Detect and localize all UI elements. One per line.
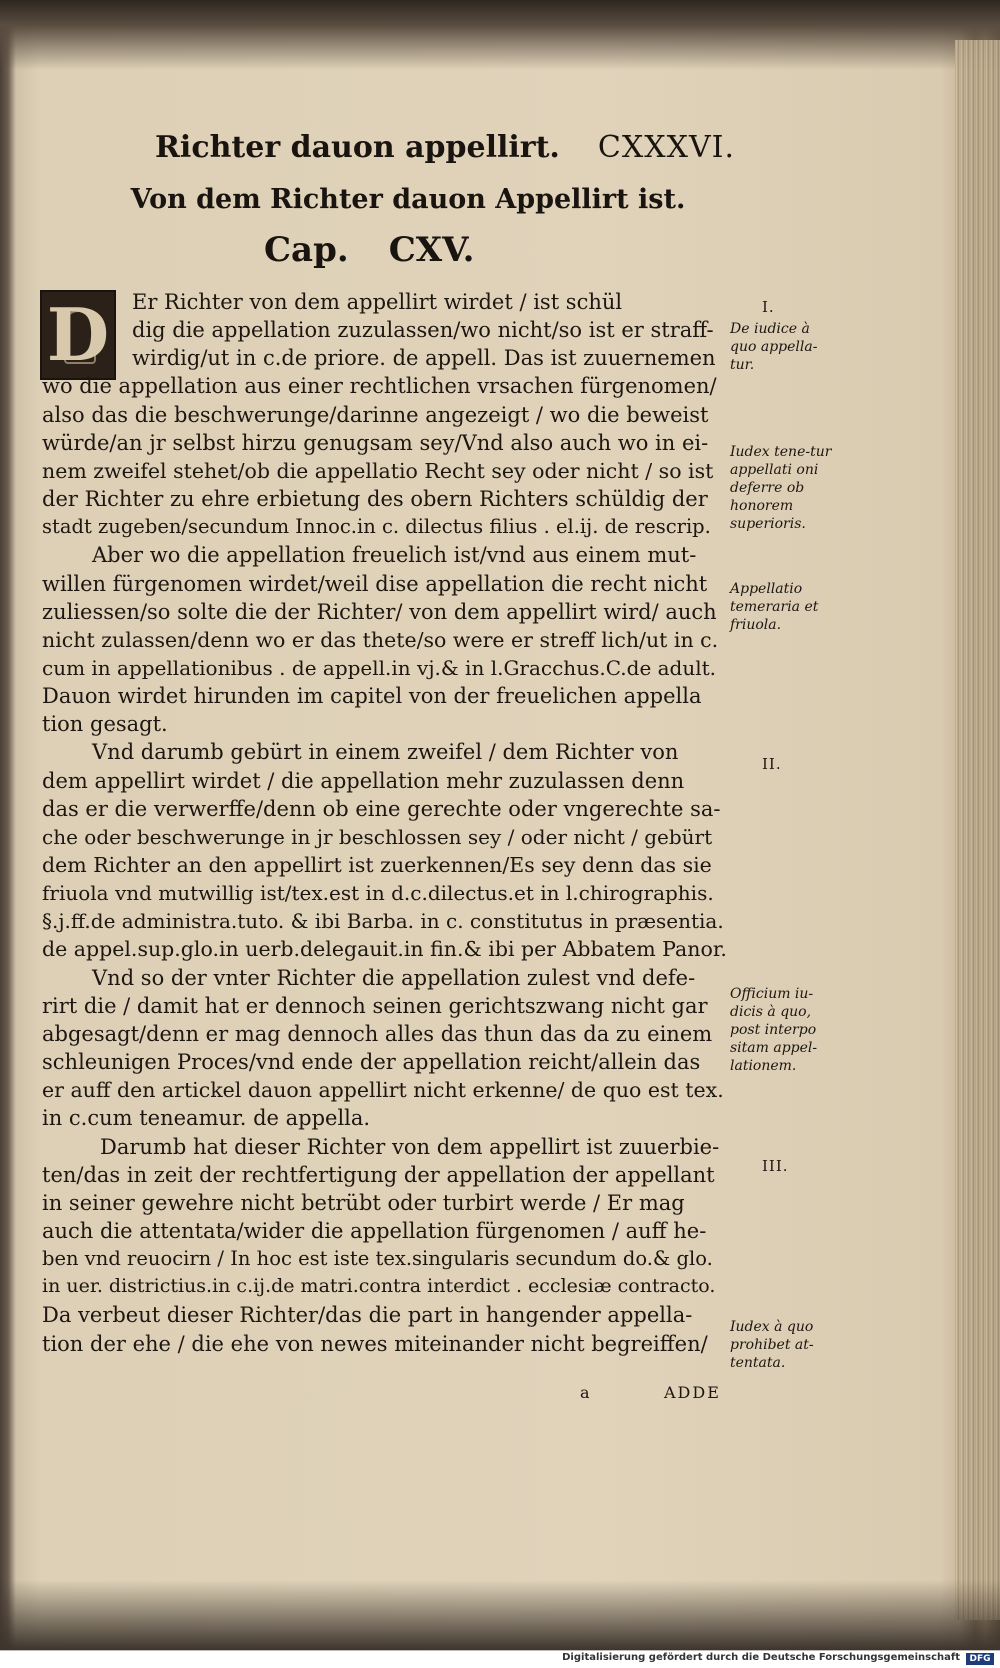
text-line: würde/an jr selbst hirzu genugsam sey/Vnd also auch wo in ei- — [42, 430, 709, 455]
text-line: stadt zugeben/secundum Innoc.in c. dilectus filius . el.ij. de rescrip. — [42, 515, 711, 539]
chapter-title: Von dem Richter dauon Appellirt ist. — [130, 184, 686, 215]
page-edges — [955, 40, 1000, 1620]
binding-shadow-top — [0, 0, 1000, 70]
margin-number: II. — [762, 755, 782, 773]
text-line: abgesagt/denn er mag dennoch alles das thun das da zu einem — [42, 1021, 713, 1046]
margin-note: Appellatio temeraria et friuola. — [730, 581, 819, 633]
text-line: zuliessen/so solte die der Richter/ von dem appellirt wird/ auch — [42, 599, 717, 624]
text-line: willen fürgenomen wirdet/weil dise appellation die recht nicht — [42, 571, 708, 596]
text-line: in seiner gewehre nicht betrübt oder turbirt werde / Er mag — [42, 1190, 685, 1215]
margin-number: III. — [762, 1157, 789, 1175]
text-line: Dauon wirdet hirunden im capitel von der freuelichen appella — [42, 684, 702, 709]
text-line: dem appellirt wirdet / die appellation mehr zuzulassen denn — [42, 768, 685, 793]
text-line: tion der ehe / die ehe von newes miteinander nicht begreiffen/ — [42, 1331, 708, 1356]
footer-credit: Digitalisierung gefördert durch die Deutsche Forschungsgemeinschaft — [562, 1652, 960, 1663]
dfg-logo: DFG — [966, 1653, 994, 1665]
margin-number: I. — [762, 298, 775, 316]
initial-letter: D — [46, 292, 110, 377]
text-line: Vnd darumb gebürt in einem zweifel / dem Richter von — [92, 740, 679, 765]
text-line: Darumb hat dieser Richter von dem appellirt ist zuuerbie- — [100, 1134, 720, 1159]
text-line: auch die attentata/wider die appellation fürgenomen / auff he- — [42, 1218, 707, 1243]
text-line: ben vnd reuocirn / In hoc est iste tex.singularis secundum do.& glo. — [42, 1247, 713, 1271]
text-line: also das die beschwerunge/darinne angezeigt / wo die beweist — [42, 402, 709, 427]
text-line: friuola vnd mutwillig ist/tex.est in d.c.dilectus.et in l.chirographis. — [42, 881, 714, 906]
decorated-initial — [40, 290, 116, 380]
margin-note: Iudex à quo prohibet at-tentata. — [730, 1319, 814, 1371]
text-line: Aber wo die appellation freuelich ist/vnd aus einem mut- — [92, 543, 697, 568]
running-header — [155, 130, 735, 176]
text-line: wirdig/ut in c.de priore. de appell. Das ist zuuernemen — [132, 346, 716, 371]
text-line: er auff den artickel dauon appellirt nicht erkenne/ de quo est tex. — [42, 1078, 724, 1103]
cap-number: CXV. — [388, 230, 475, 270]
text-line: nicht zulassen/denn wo er das thete/so were er streff lich/ut in c. — [42, 627, 719, 652]
text-line: §.j.ff.de administra.tuto. & ibi Barba. in c. constitutus in præsentia. — [42, 909, 724, 934]
cap-label: Cap. — [264, 230, 349, 270]
text-line: rirt die / damit hat er dennoch seinen gerichtszwang nicht gar — [42, 993, 708, 1018]
text-line: in c.cum teneamur. de appella. — [42, 1106, 371, 1131]
text-line: tion gesagt. — [42, 712, 168, 737]
text-line: dem Richter an den appellirt ist zuerkennen/Es sey denn das sie — [42, 853, 712, 877]
text-line: dig die appellation zuzulassen/wo nicht/so ist er straff- — [132, 318, 714, 343]
chapter-number-line — [264, 230, 564, 270]
binding-shadow-bottom — [0, 1580, 1000, 1650]
margin-note: De iudice à quo appella-tur. — [730, 321, 818, 373]
text-line: Vnd so der vnter Richter die appellation zulest vnd defe- — [92, 965, 696, 990]
footer-bar — [0, 1650, 1000, 1668]
margin-note: Iudex tene-tur appellati oni deferre ob honorem superioris. — [730, 444, 832, 532]
text-line: de appel.sup.glo.in uerb.delegauit.in fin.& ibi per Abbatem Panor. — [42, 937, 727, 962]
text-line: Da verbeut dieser Richter/das die part in hangender appella- — [42, 1303, 693, 1328]
text-line: das er die verwerffe/denn ob eine gerechte oder vngerechte sa- — [42, 796, 721, 821]
text-line: der Richter zu ehre erbietung des obern Richters schüldig der — [42, 487, 708, 512]
text-line: wo die appellation aus einer rechtlichen vrsachen fürgenomen/ — [42, 374, 717, 399]
margin-note: Officium iu-dicis à quo, post interpo sitam appel-lationem. — [730, 986, 818, 1074]
text-line: nem zweifel stehet/ob die appellatio Recht sey oder nicht / so ist — [42, 458, 714, 483]
text-line: in uer. districtius.in c.ij.de matri.contra interdict . ecclesiæ contracto. — [42, 1275, 716, 1298]
text-line: che oder beschwerunge in jr beschlossen sey / oder nicht / gebürt — [42, 824, 713, 849]
text-line: ten/das in zeit der rechtfertigung der appellation der appellant — [42, 1162, 715, 1187]
text-line: schleunigen Proces/vnd ende der appellation reicht/allein das — [42, 1050, 701, 1075]
text-line: cum in appellationibus . de appell.in vj.& in l.Gracchus.C.de adult. — [42, 655, 717, 680]
catchword: ADDE — [664, 1383, 721, 1402]
text-line: Er Richter von dem appellirt wirdet / ist schül — [132, 290, 623, 314]
signature-mark: a — [580, 1383, 592, 1402]
running-title: Richter dauon appellirt. — [155, 130, 560, 165]
folio-number: CXXXVI. — [597, 130, 735, 165]
